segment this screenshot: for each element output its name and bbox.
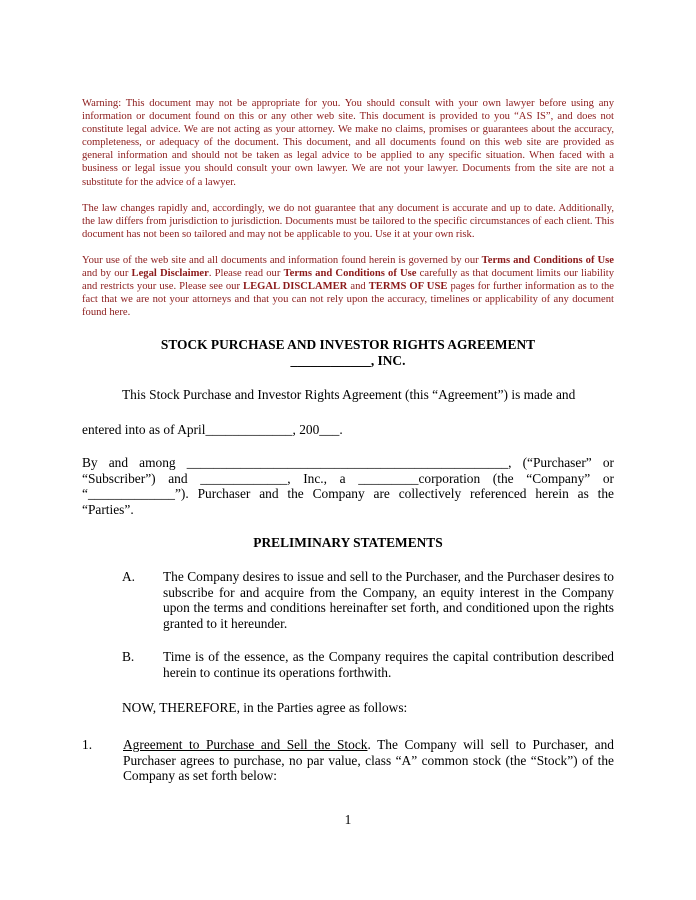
intro-line-1: This Stock Purchase and Investor Rights Agreement (this “Agreement”) is made and: [122, 387, 576, 403]
intro-line-2: entered into as of April_____________, 200___.: [82, 421, 343, 437]
legal-disclaimer-link[interactable]: Legal Disclaimer: [131, 268, 209, 280]
item-text: Time is of the essence, as the Company requires the capital contribution described herein to continue its operations forthwith.: [163, 649, 614, 680]
item-label: B.: [122, 649, 135, 665]
warning-text: . Please read our: [208, 268, 284, 280]
item-label: A.: [122, 569, 136, 585]
agreement-title: [82, 337, 614, 369]
warning-text: carefully as that document limits our liability and restricts your use. Please see our: [82, 268, 615, 293]
section-heading: Agreement to Purchase and Sell the Stock: [123, 737, 368, 753]
warning-text: and by our: [82, 268, 132, 280]
warning-paragraph-3: [82, 254, 614, 319]
document-page: [82, 97, 614, 784]
parties-paragraph: By and among ________________________________________________, (“Purchaser” or “Subscriber”) and _____________, Inc., a _________corporation (the “Company” or “_____________”). Purchaser and the Company are collectively referenced herein as the “Parties”.: [82, 455, 614, 517]
warning-paragraph-1: Warning: This document may not be appropriate for you. You should consult with your own lawyer before using any information or document found on this or any other web site. This document is provided to you “AS IS”, and does not constitute legal advice. We are not acting as your attorney. We make no claims, promises or guarantees about the accuracy, completeness, or adequacy of the document. This document, and all documents found on this web site are provided as general information and should not be taken as legal advice to be applied to any specific situation. When faced with a business or legal issue you should consult your own lawyer. We are not your lawyer. Documents from the site are not a substitute for the advice of a lawyer.: [82, 98, 614, 188]
page-number: 1: [344, 812, 352, 827]
terms-link-2[interactable]: Terms and Conditions of Use: [283, 268, 417, 280]
warning-paragraph-2: The law changes rapidly and, accordingly, we do not guarantee that any document is accurate and up to date. Additionally, the law differs from jurisdiction to jurisdiction. Documents must be tailored to the specific circumstances of each client. This document has not been so tailored and may not be applicable to you. Use it at your own risk.: [82, 202, 614, 240]
list-item: [122, 649, 614, 680]
list-item: [122, 569, 614, 631]
warning-text: and: [347, 281, 369, 293]
item-text: The Company desires to issue and sell to the Purchaser, and the Purchaser desires to subscribe for and acquire from the Company, an equity interest in the Company upon the terms and conditions hereinafter set forth, and conditioned upon the rights granted to it hereunder.: [163, 569, 614, 631]
section-number: 1.: [82, 737, 93, 753]
warning-text: Your use of the web site and all documents and information found herein is governed by our: [82, 254, 482, 266]
terms-link[interactable]: Terms and Conditions of Use: [481, 254, 614, 266]
section-text: [123, 737, 614, 784]
section-body: . The Company will sell to Purchaser, and Purchaser agrees to purchase, no par value, class “A” common stock (the “Stock”) of the Company as set forth below:: [123, 737, 615, 784]
preliminary-heading: PRELIMINARY STATEMENTS: [253, 535, 443, 551]
title-line-1: STOCK PURCHASE AND INVESTOR RIGHTS AGREEMENT: [160, 337, 536, 353]
now-therefore: NOW, THEREFORE, in the Parties agree as follows:: [122, 700, 408, 716]
title-line-2: ____________, INC.: [290, 353, 406, 369]
warning-text: pages for further information as to the fact that we are not your attorneys and that you can not rely upon the accuracy, timelines or applicability of any document found here.: [82, 281, 615, 319]
legal-disclaimer-link-2[interactable]: LEGAL DISCLAMER: [243, 281, 348, 293]
section-1: [82, 737, 614, 784]
terms-of-use-link[interactable]: TERMS OF USE: [368, 281, 448, 293]
